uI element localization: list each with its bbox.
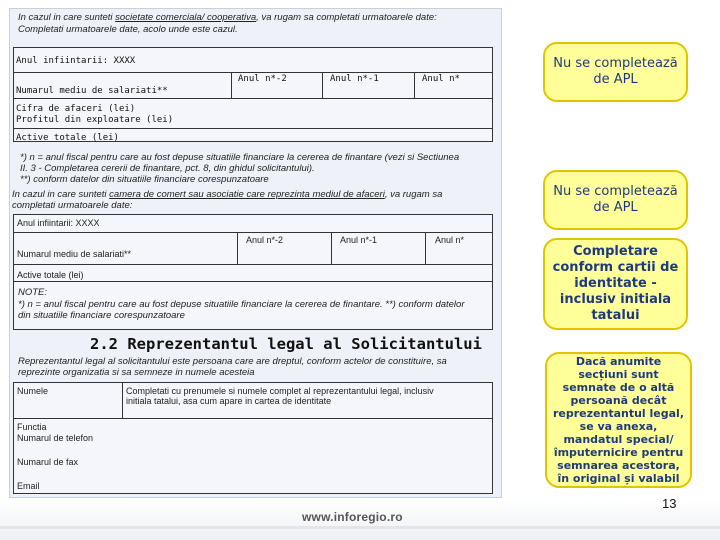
section2-note-line2: din situatiile financiare corespunzatoare (18, 310, 185, 321)
page-number: 13 (662, 496, 677, 511)
field-function-label: Functia (17, 422, 47, 432)
field-name-label: Numele (17, 386, 49, 396)
callout-not-filled-apl-1: Nu se completează de APL (543, 42, 688, 102)
footer-logo[interactable]: www.inforegio.ro (302, 510, 403, 524)
section1-intro (18, 12, 502, 23)
section2-col3: Anul n* (435, 235, 465, 245)
section1-note-line3: **) conform datelor din situatiile financiare corespunzatoare (20, 174, 269, 185)
field-fax-label: Numarul de fax (17, 457, 79, 467)
divider (237, 232, 238, 264)
section2-col1: Anul n*-2 (246, 235, 284, 245)
divider (331, 232, 332, 264)
divider (13, 128, 493, 129)
divider (425, 232, 426, 264)
callout-not-filled-apl-2: Nu se completează de APL (543, 170, 688, 230)
callout-mandate: Dacă anumite secțiuni sunt semnate de o altă persoană decât reprezentantul legal, se va anexa, mandatul special/împuternicire pentru semnarea acestora, în original și valabil (545, 352, 692, 488)
section2-intro-link: camera de comert sau asociatie care reprezinta mediul de afaceri (109, 189, 385, 200)
divider (322, 72, 323, 98)
section1-col3: Anul n* (422, 74, 460, 84)
section3-intro-line2: reprezinte organizatia si sa semneze in numele acesteia (18, 367, 255, 378)
field-email-label: Email (17, 481, 40, 491)
section1-intro-b: , va rugam sa completati urmatoarele date: (256, 12, 437, 23)
section-heading: 2.2 Reprezentantul legal al Solicitantului (90, 335, 482, 353)
section3-intro-line1: Reprezentantul legal al solicitantului este persoana care are dreptul, conform actelor de constituire, sa (18, 356, 447, 367)
section2-note-title: NOTE: (18, 287, 48, 298)
section1-row-assets: Active totale (lei) (16, 133, 119, 143)
section1-intro-line2: Completati urmatoarele date, acolo unde este cazul. (18, 24, 238, 35)
footer-line (0, 526, 720, 529)
divider (414, 72, 415, 98)
section1-row-profit: Profitul din exploatare (lei) (16, 115, 174, 125)
section2-intro-line2: completati urmatoarele date: (12, 200, 133, 211)
section1-row-turnover: Cifra de afaceri (lei) (16, 104, 136, 114)
divider (231, 72, 232, 98)
section1-year-founded: Anul infiintarii: XXXX (16, 56, 136, 66)
divider (122, 382, 123, 418)
section1-note-line2: II. 3 - Completarea cererii de finantare, pct. 8, din ghidul solicitantului). (20, 163, 315, 174)
field-name-hint-line1: Completati cu prenumele si numele complet al reprezentantului legal, inclusiv (126, 386, 434, 396)
section2-intro-b: , va rugam sa (384, 189, 443, 200)
section2-note-line1: *) n = anul fiscal pentru care au fost depuse situatiile financiare la cererea de finantare. **) conform datelor (18, 299, 465, 310)
section2-year-founded: Anul infiintarii: XXXX (17, 218, 100, 228)
callout-id-card: Completare conform cartii de identitate - inclusiv initiala tatalui (543, 238, 688, 330)
field-name-hint-line2: initiala tatalui, asa cum apare in cartea de identitate (126, 396, 332, 406)
field-phone-label: Numarul de telefon (17, 433, 94, 443)
section1-col1: Anul n*-2 (238, 74, 287, 84)
section1-intro-a: In cazul in care sunteti (18, 12, 116, 23)
section1-intro-link: societate comerciala/ cooperativa (115, 12, 257, 23)
section1-row-employees: Numarul mediu de salariati** (16, 86, 168, 96)
field-name-hint[interactable] (126, 386, 491, 406)
divider (13, 72, 493, 73)
divider (13, 232, 493, 233)
section2-col2: Anul n*-1 (340, 235, 378, 245)
divider (13, 98, 493, 99)
divider (13, 264, 493, 265)
section2-intro-a: In cazul in care sunteti (12, 189, 110, 200)
section1-note-line1: *) n = anul fiscal pentru care au fost depuse situatiile financiare la cererea de finantare (vezi si Sectiunea (20, 152, 460, 163)
section1-col2: Anul n*-1 (330, 74, 379, 84)
section2-row-employees: Numarul mediu de salariati** (17, 249, 132, 259)
divider (13, 281, 493, 282)
divider (13, 418, 493, 419)
section2-intro (12, 189, 500, 200)
section2-row-assets: Active totale (lei) (17, 270, 84, 280)
